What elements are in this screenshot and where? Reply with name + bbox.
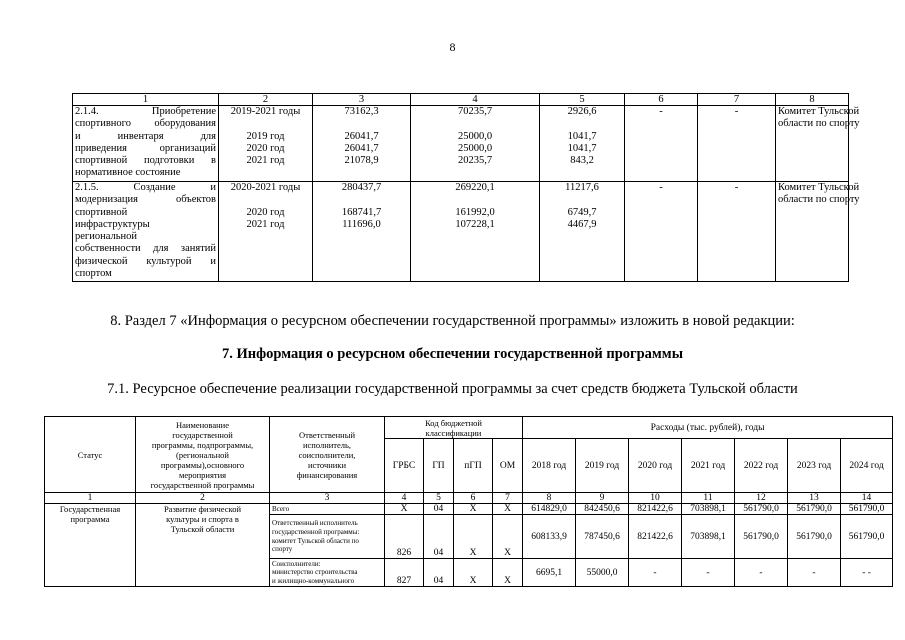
- index-cell: 3: [270, 493, 385, 504]
- value-cell: 561790,0: [788, 515, 841, 559]
- index-cell: 11: [682, 493, 735, 504]
- responsible-cell: Соисполнители: министерство строительства и жилищно-коммунального: [270, 559, 385, 587]
- index-cell: 12: [735, 493, 788, 504]
- activity-periods: 2020-2021 годы 2020 год 2021 год: [219, 182, 313, 282]
- header-expenses: Расходы (тыс. рублей), годы: [523, 417, 893, 439]
- value-cell: 561790,0: [841, 504, 893, 515]
- header-code: ГП: [424, 439, 454, 493]
- index-cell: 8: [523, 493, 576, 504]
- header-code: пГП: [454, 439, 493, 493]
- activity-name: 2.1.5. Создание и модернизация объектов спортивной инфраструктуры региональной собственности для занятий физической культурой и спортом: [73, 182, 219, 282]
- executor: Комитет Тульской области по спорту: [776, 182, 849, 282]
- code-cell: Х: [454, 559, 493, 587]
- index-cell: 10: [629, 493, 682, 504]
- code-cell: Х: [385, 504, 424, 515]
- code-cell: 04: [424, 515, 454, 559]
- resource-table: [44, 416, 893, 587]
- table-row: [73, 106, 849, 182]
- column-header: 5: [540, 94, 625, 106]
- column-header: 6: [625, 94, 698, 106]
- code-cell: 827: [385, 559, 424, 587]
- amount-col7: -: [698, 106, 776, 182]
- amount-col6: -: [625, 106, 698, 182]
- amount-col6: -: [625, 182, 698, 282]
- section-title: 7. Информация о ресурсном обеспечении государственной программы: [221, 346, 684, 362]
- subsection-title: 7.1. Ресурсное обеспечение реализации государственной программы за счет средств бюджета Тульской области: [107, 381, 798, 397]
- header-status: Статус: [45, 417, 136, 493]
- activities-table: [72, 93, 860, 282]
- table-row: [73, 182, 849, 282]
- header-year: 2020 год: [629, 439, 682, 493]
- table-header-row: [73, 94, 849, 106]
- header-year: 2018 год: [523, 439, 576, 493]
- header-responsible: Ответственный исполнитель, соисполнители, источники финансирования: [270, 417, 385, 493]
- code-cell: Х: [454, 504, 493, 515]
- value-cell: 787450,6: [576, 515, 629, 559]
- index-cell: 9: [576, 493, 629, 504]
- code-cell: 04: [424, 504, 454, 515]
- value-cell: -: [735, 559, 788, 587]
- header-year: 2023 год: [788, 439, 841, 493]
- responsible-cell: Ответственный исполнитель государственной программы: комитет Тульской области по спорту: [270, 515, 385, 559]
- paragraph-item-8: 8. Раздел 7 «Информация о ресурсном обеспечении государственной программы» изложить в новой редакции:: [110, 313, 795, 329]
- responsible-cell: Всего: [270, 504, 385, 515]
- value-cell: - -: [841, 559, 893, 587]
- activity-name: 2.1.4. Приобретение спортивного оборудования и инвентаря для приведения организаций спортивной подготовки в нормативное состояние: [73, 106, 219, 182]
- header-year: 2024 год: [841, 439, 893, 493]
- page-number: 8: [449, 40, 456, 54]
- value-cell: 561790,0: [735, 504, 788, 515]
- value-cell: 608133,9: [523, 515, 576, 559]
- amount-col5: 11217,6 6749,7 4467,9: [540, 182, 625, 282]
- header-code: ГРБС: [385, 439, 424, 493]
- program-name-cell: Развитие физической культуры и спорта в Тульской области: [136, 504, 270, 587]
- value-cell: 55000,0: [576, 559, 629, 587]
- amount-col7: -: [698, 182, 776, 282]
- value-cell: 561790,0: [841, 515, 893, 559]
- code-cell: Х: [493, 559, 523, 587]
- value-cell: 821422,6: [629, 515, 682, 559]
- value-cell: 821422,6: [629, 504, 682, 515]
- executor: Комитет Тульской области по спорту: [776, 106, 849, 182]
- value-cell: 6695,1: [523, 559, 576, 587]
- value-cell: -: [682, 559, 735, 587]
- header-year: 2019 год: [576, 439, 629, 493]
- header-year: 2022 год: [735, 439, 788, 493]
- column-header: 3: [313, 94, 411, 106]
- index-cell: 1: [45, 493, 136, 504]
- index-cell: 2: [136, 493, 270, 504]
- code-cell: Х: [493, 515, 523, 559]
- code-cell: Х: [454, 515, 493, 559]
- activity-periods: 2019-2021 годы 2019 год 2020 год 2021 год: [219, 106, 313, 182]
- value-cell: 703898,1: [682, 504, 735, 515]
- code-cell: 826: [385, 515, 424, 559]
- column-header: 1: [73, 94, 219, 106]
- table-header-row: [45, 417, 893, 439]
- table-row: [45, 504, 893, 515]
- status-cell: Государственная программа: [45, 504, 136, 587]
- amount-col5: 2926,6 1041,7 1041,7 843,2: [540, 106, 625, 182]
- column-header: 2: [219, 94, 313, 106]
- column-header: 4: [411, 94, 540, 106]
- amount-col3: 73162,3 26041,7 26041,7 21078,9: [313, 106, 411, 182]
- header-program-name: Наименование государственной программы, подпрограммы, (региональной программы),основного мероприятия государственной программы: [136, 417, 270, 493]
- index-cell: 7: [493, 493, 523, 504]
- index-cell: 13: [788, 493, 841, 504]
- amount-col3: 280437,7 168741,7 111696,0: [313, 182, 411, 282]
- code-cell: Х: [493, 504, 523, 515]
- value-cell: -: [629, 559, 682, 587]
- value-cell: 614829,0: [523, 504, 576, 515]
- value-cell: 703898,1: [682, 515, 735, 559]
- index-cell: 6: [454, 493, 493, 504]
- header-year: 2021 год: [682, 439, 735, 493]
- index-row: [45, 493, 893, 504]
- header-code: ОМ: [493, 439, 523, 493]
- header-budget-code: Код бюджетной классификации: [385, 417, 523, 439]
- amount-col4: 70235,7 25000,0 25000,0 20235,7: [411, 106, 540, 182]
- value-cell: -: [788, 559, 841, 587]
- amount-col4: 269220,1 161992,0 107228,1: [411, 182, 540, 282]
- index-cell: 14: [841, 493, 893, 504]
- column-header: 7: [698, 94, 776, 106]
- index-cell: 4: [385, 493, 424, 504]
- code-cell: 04: [424, 559, 454, 587]
- value-cell: 842450,6: [576, 504, 629, 515]
- value-cell: 561790,0: [788, 504, 841, 515]
- column-header: 8: [776, 94, 849, 106]
- index-cell: 5: [424, 493, 454, 504]
- value-cell: 561790,0: [735, 515, 788, 559]
